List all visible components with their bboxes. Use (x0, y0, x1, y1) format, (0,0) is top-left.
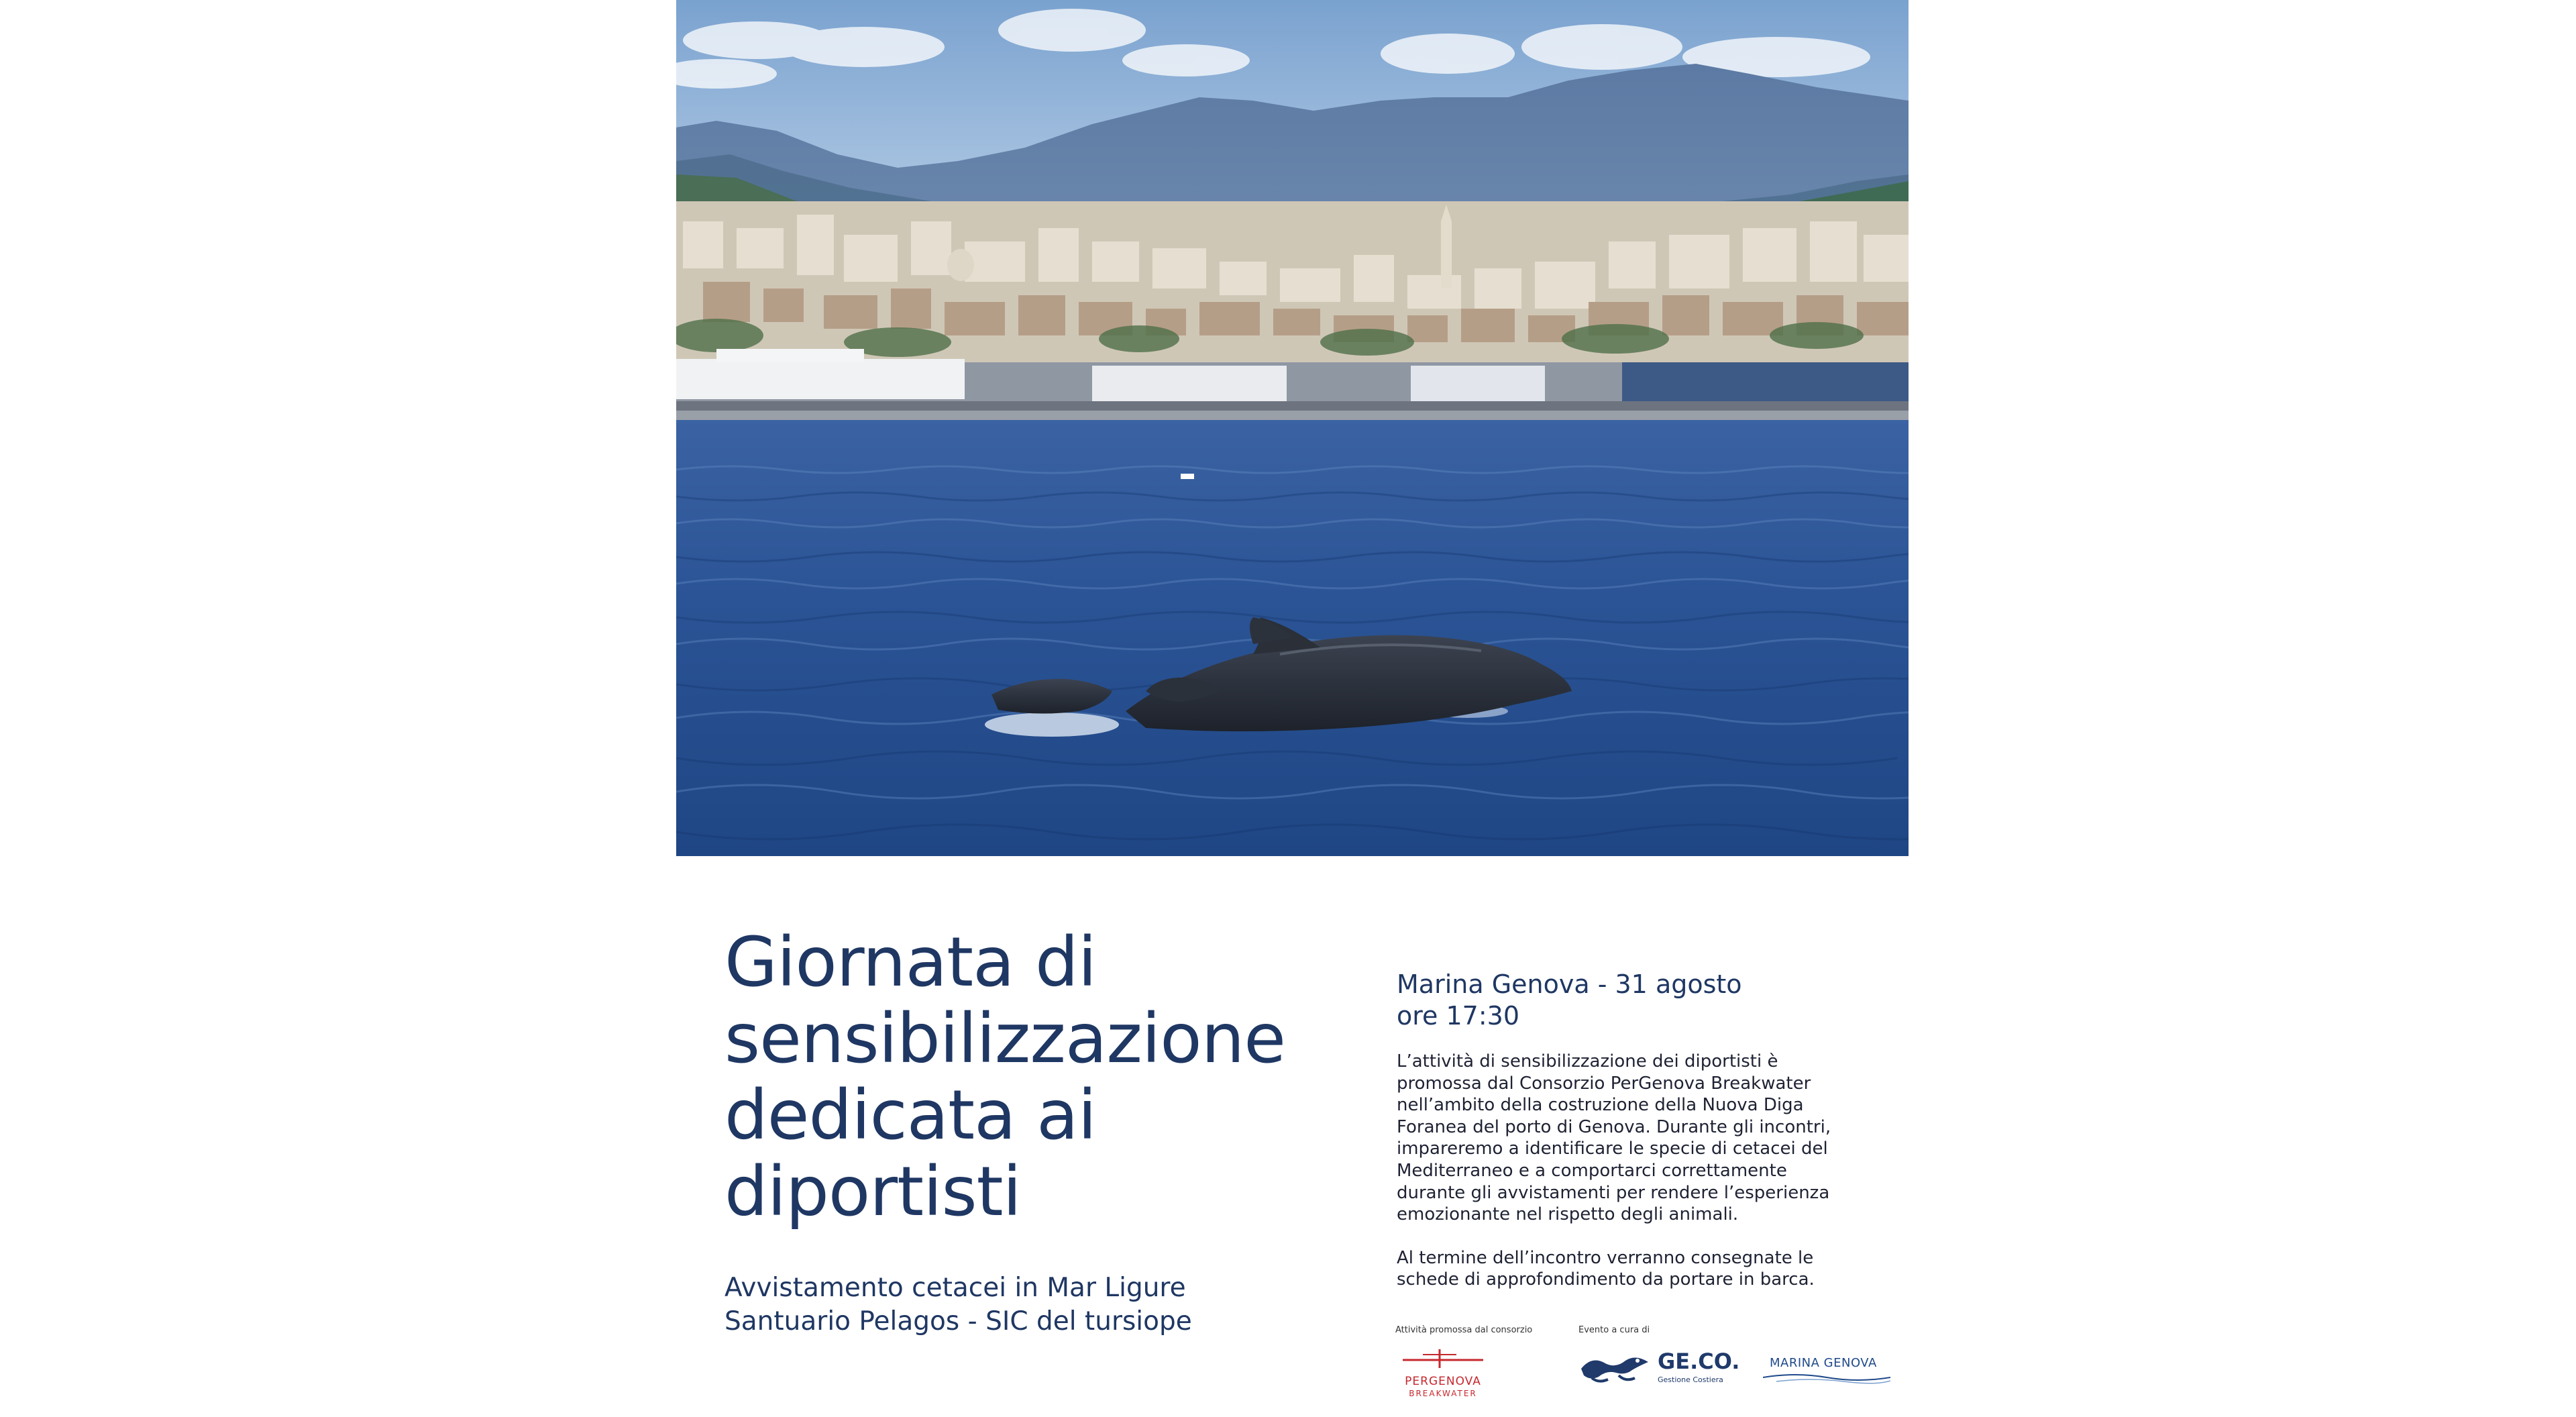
description-line: schede di approfondimento da portare in barca. (1397, 1269, 1815, 1290)
description (1397, 1051, 1866, 1291)
paragraph-gap (1397, 1226, 1866, 1247)
description-line: impareremo a identificare le specie di cetacei del (1397, 1139, 1828, 1159)
subtitle-line: Avvistamento cetacei in Mar Ligure (724, 1273, 1186, 1303)
geco-name: GE.CO. (1658, 1349, 1740, 1374)
description-line: durante gli avvistamenti per rendere l’esperienza (1397, 1182, 1830, 1203)
pergenova-subname: BREAKWATER (1409, 1389, 1477, 1398)
marina-genova-name: MARINA GENOVA (1770, 1356, 1877, 1370)
event-info (1397, 969, 1866, 1291)
headline-line: dedicata ai (724, 1075, 1096, 1155)
marina-genova-wave-icon (1763, 1372, 1890, 1385)
headline-line: Giornata di (724, 923, 1097, 1002)
description-line: promossa dal Consorzio PerGenova Breakwater (1397, 1073, 1811, 1094)
headline-line: sensibilizzazione (724, 999, 1286, 1079)
event-place-date: Marina Genova - 31 agosto (1397, 969, 1742, 999)
subtitle (724, 1271, 1192, 1339)
description-line: L’attività di sensibilizzazione dei diportisti è (1397, 1051, 1778, 1071)
subtitle-line: Santuario Pelagos - SIC del tursiope (724, 1306, 1192, 1336)
headline-line: diportisti (724, 1152, 1021, 1232)
description-line: Al termine dell’incontro verranno consegnate le (1397, 1247, 1814, 1268)
description-line: Mediterraneo e a comportarci correttamente (1397, 1160, 1787, 1181)
geco-tagline: Gestione Costiera (1658, 1375, 1723, 1384)
event-by-label: Evento a cura di (1578, 1325, 1650, 1335)
dolphins-photo (676, 0, 1909, 856)
pergenova-logo-icon (1399, 1345, 1487, 1372)
dolphins-photo-scene (676, 0, 1909, 856)
pergenova-logo (1399, 1345, 1487, 1399)
description-line: nell’ambito della costruzione della Nuova Diga (1397, 1095, 1804, 1116)
geco-logo (1578, 1349, 1753, 1389)
promoted-by-label: Attività promossa dal consorzio (1395, 1325, 1533, 1335)
headline (724, 925, 1368, 1230)
pergenova-name: PERGENOVA (1405, 1375, 1481, 1388)
poster (676, 0, 1909, 1417)
geco-seahorse-icon (1578, 1349, 1652, 1385)
event-time: ore 17:30 (1397, 1001, 1520, 1031)
description-line: Foranea del porto di Genova. Durante gli incontri, (1397, 1116, 1831, 1137)
marina-genova-logo (1763, 1352, 1897, 1385)
description-line: emozionante nel rispetto degli animali. (1397, 1204, 1739, 1225)
